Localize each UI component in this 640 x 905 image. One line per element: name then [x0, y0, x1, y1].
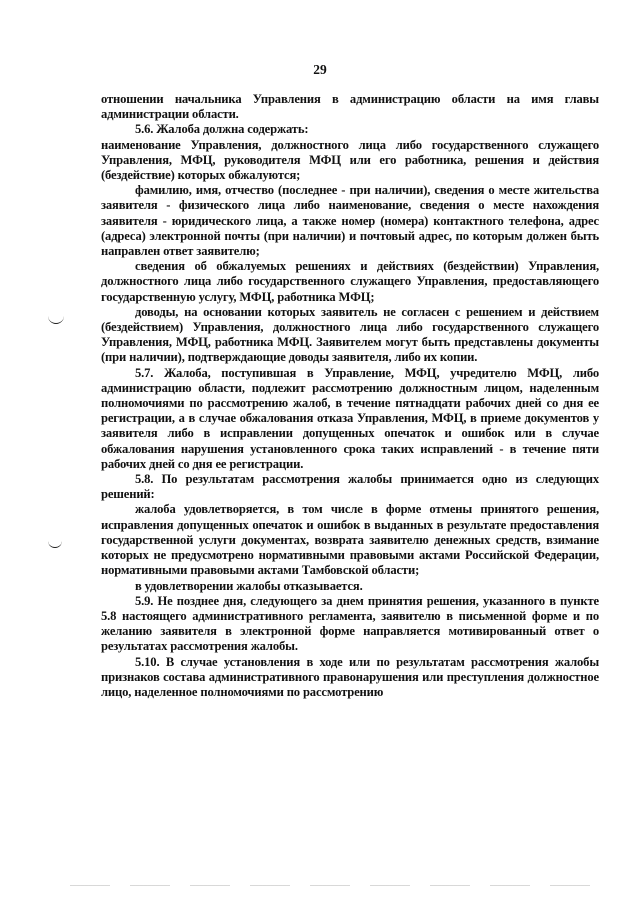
scan-artifact-mark — [48, 316, 64, 324]
scan-artifact-mark — [48, 540, 62, 548]
paragraph: доводы, на основании которых заявитель не согласен с решением и действием (бездействием) Управления, должностного лица либо государственного служащего Управления, МФЦ, работника МФЦ. Заявителем могут быть представлены документы (при наличии), подтверждающие доводы заявителя, либо их копии. — [101, 304, 599, 365]
paragraph: 5.10. В случае установления в ходе или по результатам рассмотрения жалобы признаков состава административного правонарушения или преступления должностное лицо, наделенное полномочиями по рассмотрению — [101, 654, 599, 699]
paragraph: 5.8. По результатам рассмотрения жалобы принимается одно из следующих решений: — [101, 472, 599, 502]
document-body — [101, 92, 599, 700]
paragraph-heading: 5.6. Жалоба должна содержать: — [135, 122, 309, 137]
paragraph: 5.7. Жалоба, поступившая в Управление, МФЦ, учредителю МФЦ, либо администрацию области, подлежит рассмотрению должностным лицом, наделенным полномочиями по рассмотрению жалоб, в течение пятнадцати рабочих дней со дня ее регистрации, а в случае обжалования отказа Управления, МФЦ, в приеме документов у заявителя либо в исправлении допущенных опечаток и ошибок или в случае обжалования нарушения установленного срока таких исправлений - в течение пяти рабочих дней со дня ее регистрации. — [101, 365, 599, 471]
paragraph: 5.9. Не позднее дня, следующего за днем принятия решения, указанного в пункте 5.8 настоящего административного регламента, заявителю в письменной форме и по желанию заявителя в электронной форме направляется мотивированный ответ о результатах рассмотрения жалобы. — [101, 593, 599, 654]
scan-edge-line — [70, 885, 590, 886]
paragraph: сведения об обжалуемых решениях и действиях (бездействии) Управления, должностного лица либо государственного служащего Управления, предоставляющего государственную услугу, МФЦ, работника МФЦ; — [101, 259, 599, 304]
paragraph: в удовлетворении жалобы отказывается. — [135, 578, 363, 593]
paragraph: наименование Управления, должностного лица либо государственного служащего Управления, МФЦ, руководителя МФЦ или его работника, решения и действия (бездействие) которых обжалуются; — [101, 137, 599, 183]
paragraph: жалоба удовлетворяется, в том числе в форме отмены принятого решения, исправления допущенных опечаток и ошибок в выданных в результате предоставления государственной услуги документах, возврата заявителю денежных средств, взимание которых не предусмотрено нормативными правовыми актами Российской Федерации, нормативными правовыми актами Тамбовской области; — [101, 502, 599, 578]
paragraph: фамилию, имя, отчество (последнее - при наличии), сведения о месте жительства заявителя - физического лица либо наименование, сведения о месте нахождения заявителя - юридического лица, а также номер (номера) контактного телефона, адрес (адреса) электронной почты (при наличии) и почтовый адрес, по которым должен быть направлен ответ заявителю; — [101, 183, 599, 259]
page-number: 29 — [313, 62, 327, 77]
paragraph: отношении начальника Управления в администрацию области на имя главы администрации области. — [101, 92, 599, 122]
